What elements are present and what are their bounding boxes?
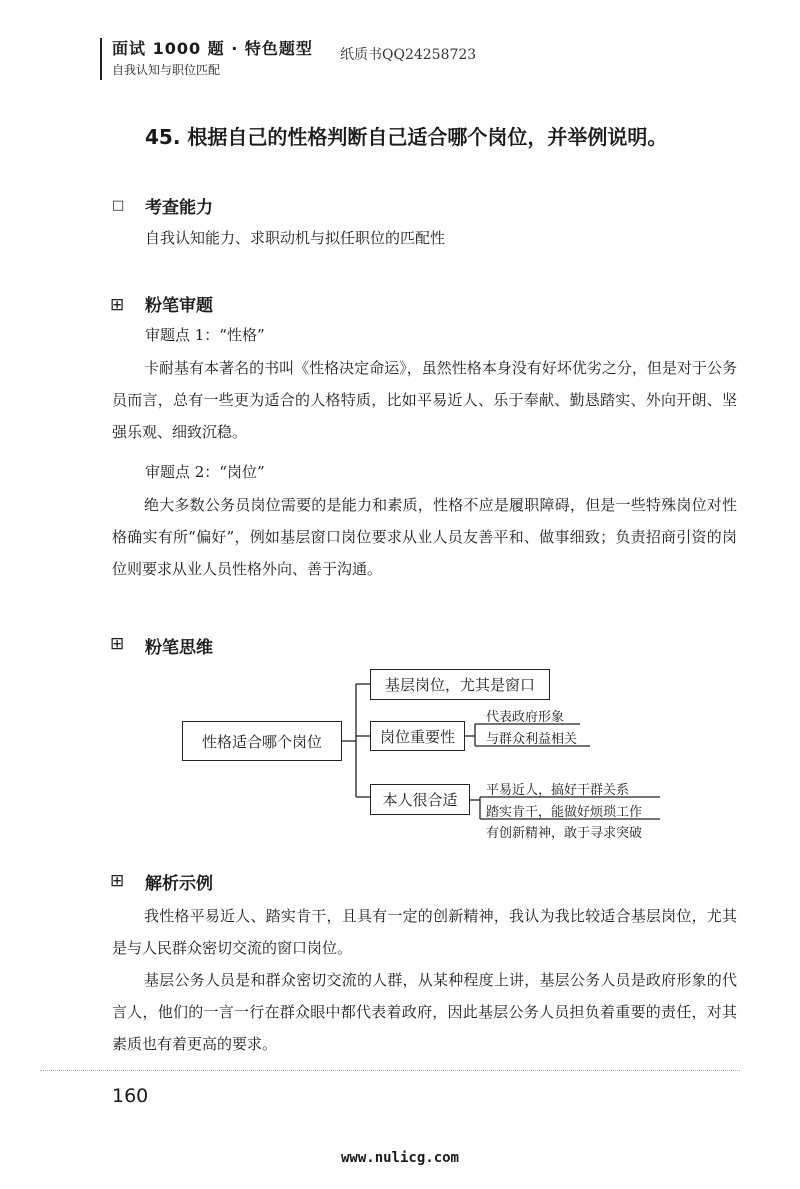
section-title-example: 解析示例	[145, 874, 213, 894]
ability-text: 自我认知能力、求职动机与拟任职位的匹配性	[145, 229, 446, 247]
mindmap-leaf: 代表政府形象	[486, 710, 565, 725]
book-title: 面试 1000 题 · 特色题型	[112, 39, 313, 58]
section-title-analysis: 粉笔审题	[145, 296, 213, 316]
mindmap-leaf: 与群众利益相关	[486, 732, 578, 747]
example-para1: 我性格平易近人、踏实肯干，且具有一定的创新精神，我认为我比较适合基层岗位，尤其是与人民群众密切交流的窗口岗位。	[112, 907, 737, 957]
scan-divider	[40, 1070, 740, 1071]
mindmap-leaf: 踏实肯干，能做好烦琐工作	[486, 805, 643, 820]
section-title-thinking: 粉笔思维	[145, 638, 213, 658]
mindmap-leaf: 有创新精神，敢于寻求突破	[486, 826, 643, 841]
section-icon: ⊞	[110, 634, 125, 654]
section-icon: ⊞	[110, 871, 125, 891]
example-para2: 基层公务人员是和群众密切交流的人群，从某种程度上讲，基层公务人员是政府形象的代言人，他们的一言一行在群众眼中都代表着政府，因此基层公务人员担负着重要的责任，对其素质也有着更高的要求。	[112, 971, 737, 1053]
chapter-title: 自我认知与职位匹配	[112, 63, 221, 77]
section-title-ability: 考查能力	[145, 198, 213, 218]
mindmap-root: 性格适合哪个岗位	[182, 721, 342, 761]
section-icon: ⊞	[110, 295, 125, 315]
analysis-point1-text: 卡耐基有本著名的书叫《性格决定命运》，虽然性格本身没有好坏优劣之分，但是对于公务员而言，总有一些更为适合的人格特质，比如平易近人、乐于奉献、勤恳踏实、外向开朗、坚强乐观、细致沉稳。	[112, 359, 737, 441]
analysis-point2-label: 审题点 2：“岗位”	[145, 463, 265, 481]
mindmap-leaf: 平易近人，搞好干群关系	[486, 783, 630, 798]
mindmap-branch: 基层岗位，尤其是窗口	[370, 669, 550, 700]
question-title: 45. 根据自己的性格判断自己适合哪个岗位，并举例说明。	[145, 125, 668, 149]
page-number: 160	[112, 1085, 149, 1107]
analysis-point1-label: 审题点 1：“性格”	[145, 326, 265, 344]
section-icon: □	[112, 198, 125, 213]
watermark: 纸质书QQ24258723	[340, 47, 477, 63]
mindmap-branch: 本人很合适	[370, 784, 470, 815]
footer-url[interactable]: www.nulicg.com	[340, 1150, 459, 1166]
analysis-point2-text: 绝大多数公务员岗位需要的是能力和素质，性格不应是履职障碍，但是一些特殊岗位对性格确实有所“偏好”，例如基层窗口岗位要求从业人员友善平和、做事细致；负责招商引资的岗位则要求从业人员性格外向、善于沟通。	[112, 496, 737, 578]
mindmap-branch: 岗位重要性	[370, 721, 465, 751]
